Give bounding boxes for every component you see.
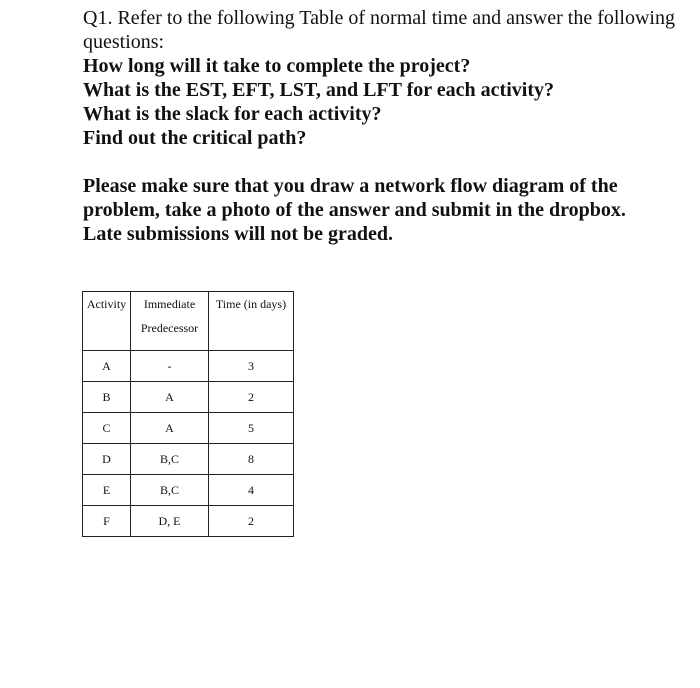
question-item: What is the EST, EFT, LST, and LFT for each activity?: [83, 79, 554, 101]
question-block: [83, 6, 683, 150]
cell-time: 8: [209, 444, 294, 475]
header-predecessor-line2: Predecessor: [140, 321, 199, 335]
question-item: What is the slack for each activity?: [83, 103, 382, 125]
cell-predecessor: A: [131, 382, 209, 413]
cell-activity: A: [83, 351, 131, 382]
cell-predecessor: B,C: [131, 444, 209, 475]
cell-time: 2: [209, 506, 294, 537]
header-activity: Activity: [83, 292, 131, 351]
header-predecessor-line1: Immediate: [143, 297, 196, 311]
table-row: [83, 382, 294, 413]
cell-predecessor: B,C: [131, 475, 209, 506]
activity-table: [82, 291, 294, 537]
cell-activity: B: [83, 382, 131, 413]
table-row: [83, 475, 294, 506]
cell-time: 2: [209, 382, 294, 413]
cell-time: 5: [209, 413, 294, 444]
table-row: [83, 413, 294, 444]
question-item: Find out the critical path?: [83, 127, 307, 149]
header-time: Time (in days): [209, 292, 294, 351]
table-header-row: [83, 292, 294, 351]
table-row: [83, 444, 294, 475]
question-intro: Q1. Refer to the following Table of normal time and answer the following questions:: [83, 7, 675, 53]
cell-activity: D: [83, 444, 131, 475]
submission-note: Please make sure that you draw a network flow diagram of the problem, take a photo of the answer and submit in the dropbox. Late submissions will not be graded.: [83, 175, 626, 245]
cell-predecessor: D, E: [131, 506, 209, 537]
header-predecessor: [131, 292, 209, 351]
cell-predecessor: -: [131, 351, 209, 382]
cell-activity: F: [83, 506, 131, 537]
cell-predecessor: A: [131, 413, 209, 444]
cell-activity: E: [83, 475, 131, 506]
cell-time: 4: [209, 475, 294, 506]
question-item: How long will it take to complete the project?: [83, 55, 471, 77]
table-row: [83, 351, 294, 382]
cell-time: 3: [209, 351, 294, 382]
table-row: [83, 506, 294, 537]
cell-activity: C: [83, 413, 131, 444]
